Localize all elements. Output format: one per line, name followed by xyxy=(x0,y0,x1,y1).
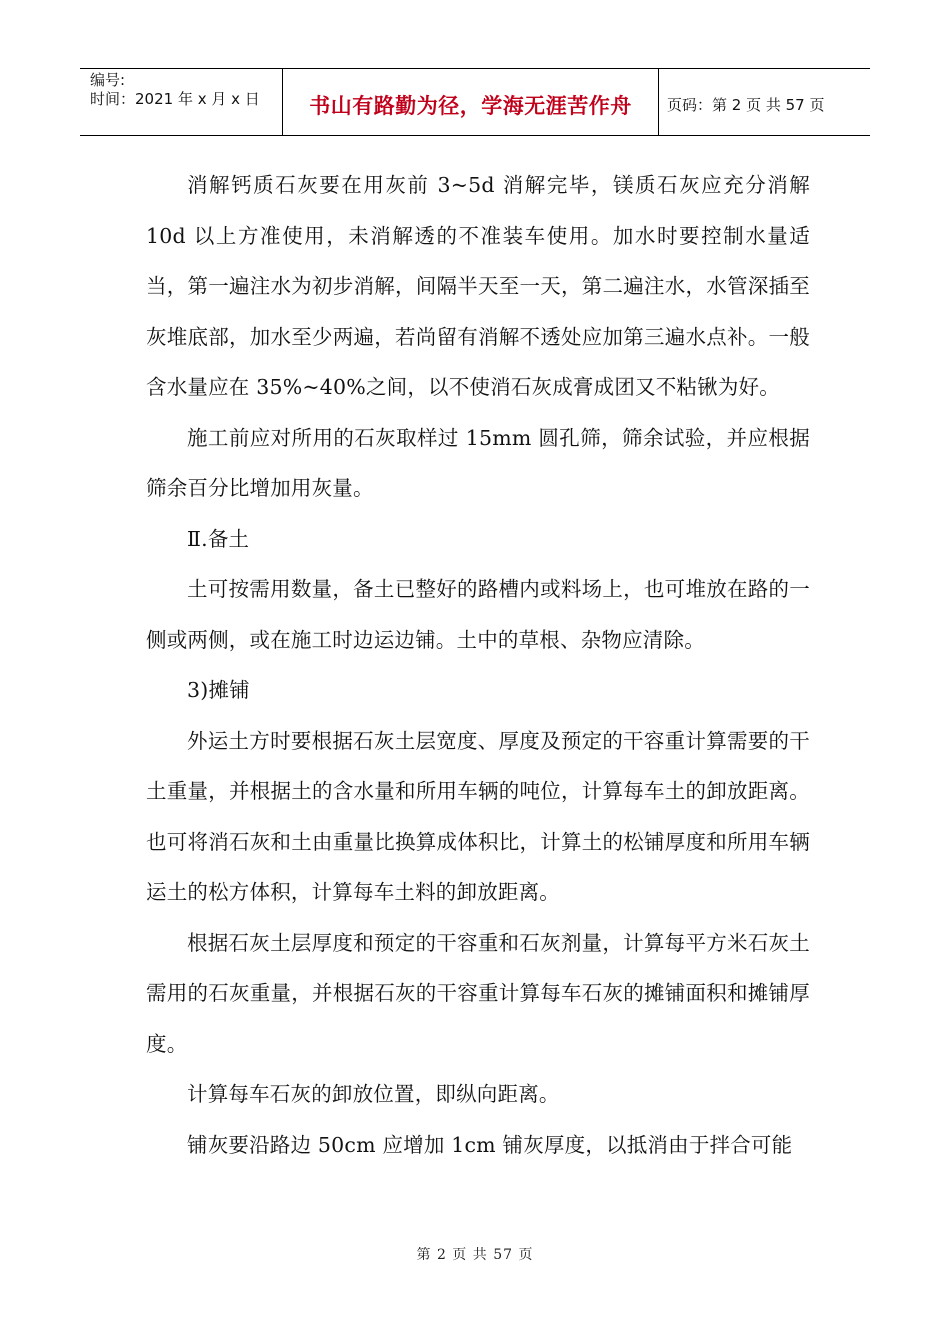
header-motto: 书山有路勤为径，学海无涯苦作舟 xyxy=(309,94,632,118)
body-paragraph: 消解钙质石灰要在用灰前 3~5d 消解完毕，镁质石灰应充分消解 10d 以上方准使用，未消解透的不准装车使用。加水时要控制水量适当，第一遍注水为初步消解，间隔半天至一天，第二遍注水，水管深插至灰堆底部，加水至少两遍，若尚留有消解不透处应加第三遍水点补。一般含水量应在 35%~40%之间，以不使消石灰成膏成团又不粘锹为好。 xyxy=(146,173,810,399)
section-heading: 3)摊铺 xyxy=(187,678,250,702)
header-meta-cell xyxy=(80,69,283,135)
header-page-cell xyxy=(659,69,870,135)
body-paragraph: 根据石灰土层厚度和预定的干容重和石灰剂量，计算每平方米石灰土需用的石灰重量，并根据石灰的干容重计算每车石灰的摊铺面积和摊铺厚度。 xyxy=(146,930,810,1056)
page-footer xyxy=(0,1244,950,1264)
document-number-label: 编号: xyxy=(90,71,126,89)
body-paragraph: 外运土方时要根据石灰土层宽度、厚度及预定的干容重计算需要的干土重量，并根据土的含水量和所用车辆的吨位，计算每车土的卸放距离。也可将消石灰和土由重量比换算成体积比，计算土的松铺厚度和所用车辆运土的松方体积，计算每车土料的卸放距离。 xyxy=(146,728,810,904)
body-paragraph: 计算每车石灰的卸放位置，即纵向距离。 xyxy=(187,1082,560,1106)
section-heading: Ⅱ.备土 xyxy=(187,526,250,551)
body-paragraph: 施工前应对所用的石灰取样过 15mm 圆孔筛，筛余试验，并应根据筛余百分比增加用灰量。 xyxy=(146,425,810,500)
body-paragraph: 土可按需用数量，备土已整好的路槽内或料场上，也可堆放在路的一侧或两侧，或在施工时边运边铺。土中的草根、杂物应清除。 xyxy=(146,577,810,652)
document-date: 时间：2021 年 x 月 x 日 xyxy=(90,90,260,108)
body-paragraph: 铺灰要沿路边 50cm 应增加 1cm 铺灰厚度，以抵消由于拌合可能 xyxy=(187,1132,793,1157)
document-header xyxy=(80,68,870,136)
footer-page-number: 第 2 页 共 57 页 xyxy=(416,1247,534,1263)
header-motto-cell xyxy=(283,69,659,135)
header-page-info: 页码：第 2 页 共 57 页 xyxy=(667,95,825,114)
document-body xyxy=(146,160,810,1170)
